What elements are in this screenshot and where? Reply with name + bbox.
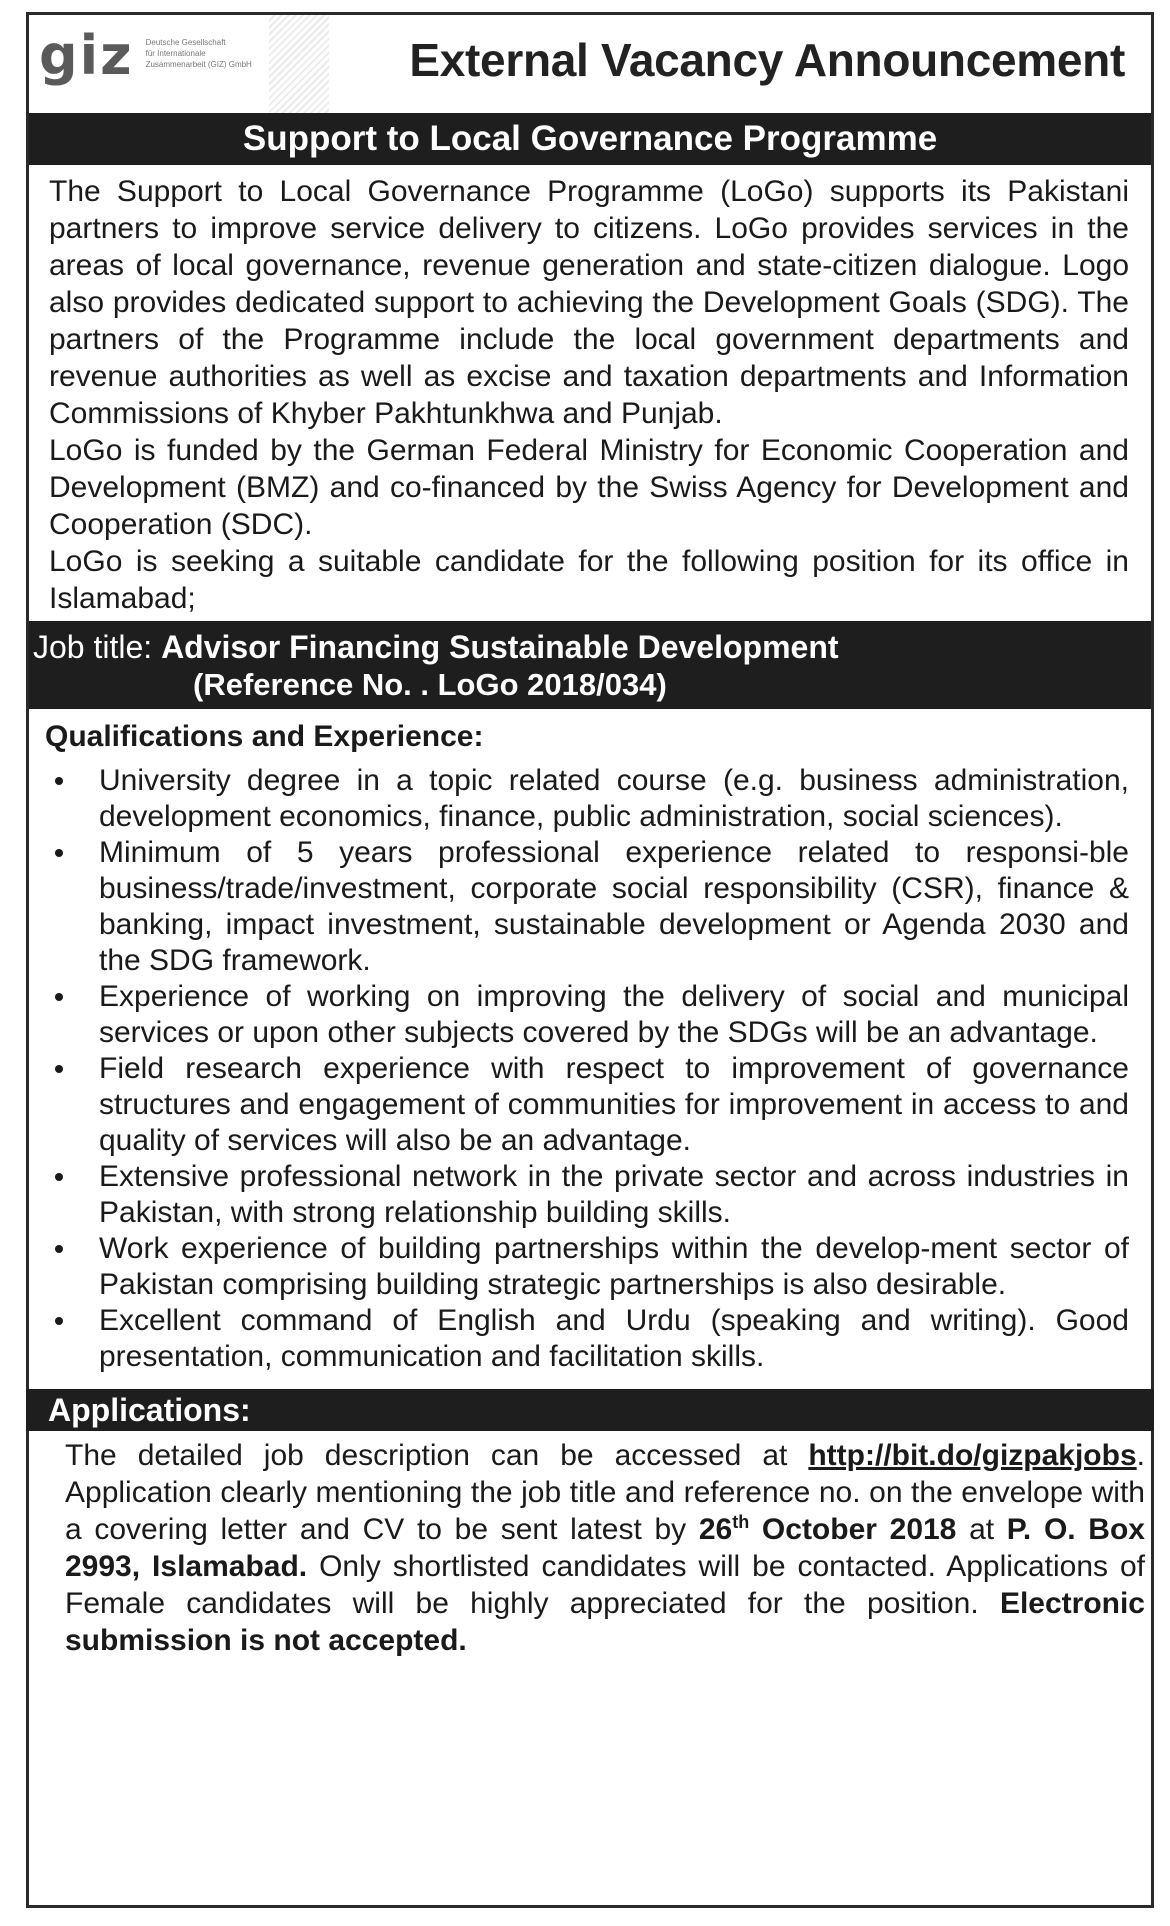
intro-paragraph: LoGo is seeking a suitable candidate for the following position for its office in Islamabad; bbox=[49, 545, 1129, 615]
bullet-icon bbox=[55, 1245, 63, 1253]
bullet-icon bbox=[55, 777, 63, 785]
announcement-title: External Vacancy Announcement bbox=[409, 34, 1125, 86]
submission-note: Electronic submission is not accepted. bbox=[65, 1587, 1145, 1657]
qualifications-heading: Qualifications and Experience: bbox=[45, 720, 484, 753]
intro-paragraph: LoGo is funded by the German Federal Ministry for Economic Cooperation and Development (BMZ) and co-financed by the Swiss Agency for Development and Cooperation (SDC). bbox=[49, 434, 1129, 541]
giz-logo bbox=[39, 24, 326, 87]
header bbox=[29, 15, 1151, 113]
applications-text: The detailed job description can be accessed at http://bit.do/gizpakjobs. Application clearly mentioning the job title and reference no. on the envelope with a covering letter and CV to be sent latest by 26th October 2018 at P. O. Box 2993, Islamabad. Only shortlisted candidates will be contacted. Applications of Female candidates will be highly appreciated for the position. Electronic submission is not accepted. bbox=[65, 1439, 1145, 1657]
deadline: 26th October 2018 bbox=[698, 1512, 957, 1546]
job-title-label: Job title: bbox=[33, 629, 162, 665]
list-item: Work experience of building partnerships within the develop-ment sector of Pakistan comprising building strategic partnerships is also desirable. bbox=[49, 1231, 1129, 1303]
job-title: Advisor Financing Sustainable Development bbox=[161, 629, 839, 665]
list-item: Experience of working on improving the delivery of social and municipal services or upon other subjects covered by the SDGs will be an advantage. bbox=[49, 979, 1129, 1051]
bullet-icon bbox=[55, 1317, 63, 1325]
logo-subtitle: Deutsche Gesellschaft für Internationale Zusammenarbeit (GIZ) GmbH bbox=[145, 38, 252, 69]
vacancy-announcement bbox=[26, 12, 1154, 1908]
bullet-icon bbox=[55, 1065, 63, 1073]
postal-address: P. O. Box 2993, Islamabad. bbox=[65, 1513, 1145, 1583]
list-item: Excellent command of English and Urdu (speaking and writing). Good presentation, communication and facilitation skills. bbox=[49, 1303, 1129, 1375]
list-item: Field research experience with respect to improvement of governance structures and engagement of communities for improvement in access to and quality of services will also be an advantage. bbox=[49, 1051, 1129, 1159]
job-title-bar bbox=[29, 621, 1151, 709]
qualifications-list bbox=[29, 757, 1151, 1375]
bullet-icon bbox=[55, 993, 63, 1001]
job-reference: (Reference No. . LoGo 2018/034) bbox=[193, 667, 667, 702]
logo-mark: giz bbox=[39, 24, 134, 87]
list-item: Minimum of 5 years professional experience related to responsi-ble business/trade/investment, corporate social responsibility (CSR), finance & banking, impact investment, sustainable development or Agenda 2030 and the SDG framework. bbox=[49, 835, 1129, 979]
programme-description bbox=[29, 165, 1151, 617]
applications-heading: Applications: bbox=[26, 1389, 1154, 1431]
list-item: University degree in a topic related course (e.g. business administration, development economics, finance, public administration, social sciences). bbox=[49, 763, 1129, 835]
bullet-icon bbox=[55, 849, 63, 857]
programme-title-bar: Support to Local Governance Programme bbox=[29, 113, 1151, 165]
job-description-link[interactable]: http://bit.do/gizpakjobs bbox=[808, 1439, 1137, 1472]
bullet-icon bbox=[55, 1173, 63, 1181]
list-item: Extensive professional network in the private sector and across industries in Pakistan, with strong relationship building skills. bbox=[49, 1159, 1129, 1231]
intro-paragraph: The Support to Local Governance Programme (LoGo) supports its Pakistani partners to improve service delivery to citizens. LoGo provides services in the areas of local governance, revenue generation and state-citizen dialogue. Logo also provides dedicated support to achieving the Development Goals (SDG). The partners of the Programme include the local government departments and revenue authorities as well as excise and taxation departments and Information Commissions of Khyber Pakhtunkhwa and Punjab. bbox=[49, 175, 1129, 430]
